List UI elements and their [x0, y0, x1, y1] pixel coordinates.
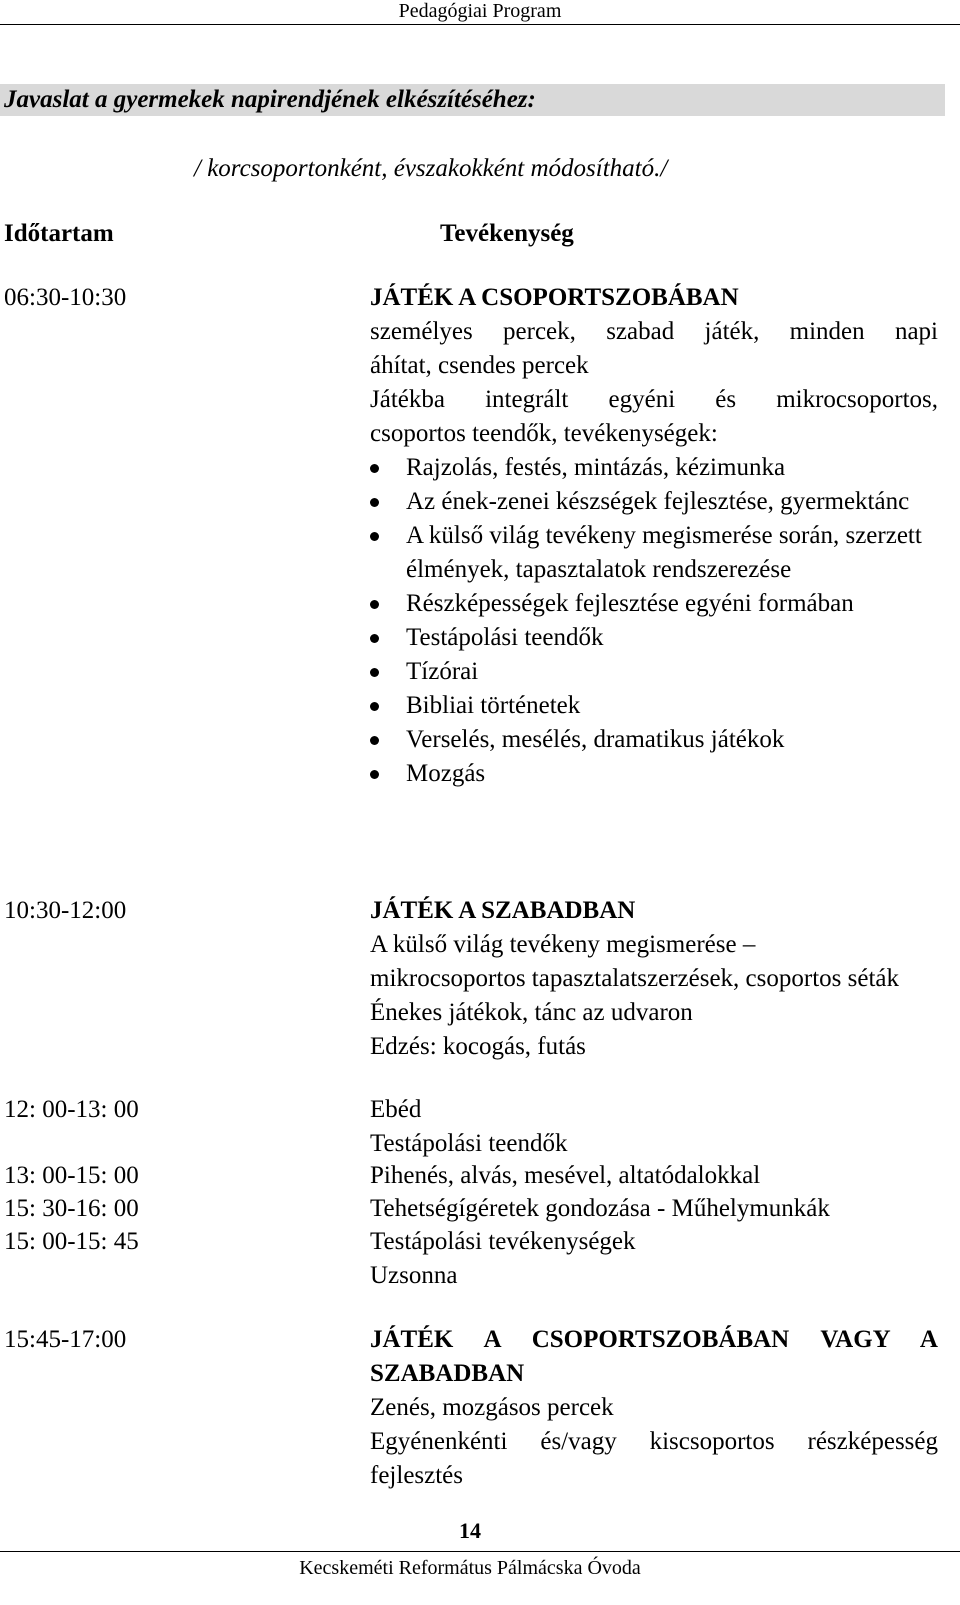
list-item: Verselés, mesélés, dramatikus játékok [370, 723, 938, 757]
activity-line: Énekes játékok, tánc az udvaron [370, 999, 693, 1026]
list-item: Rajzolás, festés, mintázás, kézimunka [370, 451, 938, 485]
activity-heading: JÁTÉK A CSOPORTSZOBÁBAN [370, 284, 739, 311]
row-time: 15: 30-16: 00 [4, 1195, 139, 1222]
row-time: 13: 00-15: 00 [4, 1162, 139, 1189]
row-time: 15: 00-15: 45 [4, 1228, 139, 1255]
section-subtitle: / korcsoportonként, évszakokként módosítható./ [194, 155, 668, 182]
list-item: Tízórai [370, 655, 938, 689]
activity-line: Uzsonna [370, 1262, 458, 1289]
page-header: Pedagógiai Program [398, 0, 562, 22]
activity-line: Egyénenkénti és/vagy kiscsoportos részképesség fejlesztés [370, 1428, 938, 1489]
activity-line: Pihenés, alvás, mesével, altatódalokkal [370, 1162, 761, 1189]
header-divider [0, 24, 960, 25]
activity-line: Ebéd [370, 1096, 422, 1123]
list-item: Testápolási teendők [370, 621, 938, 655]
page-number: 14 [459, 1518, 481, 1543]
activity-line: csoportos teendők, tevékenységek: [370, 420, 718, 447]
activity-line: személyes percek, szabad játék, minden napi [370, 318, 938, 345]
column-header-time: Időtartam [4, 220, 114, 247]
activity-heading: JÁTÉK A SZABADBAN [370, 897, 636, 924]
activity-bullet-list [370, 451, 938, 791]
page-footer: Kecskeméti Református Pálmácska Óvoda [299, 1557, 641, 1579]
activity-block [370, 1192, 938, 1226]
list-item: Az ének-zenei készségek fejlesztése, gyermektánc [370, 485, 938, 519]
row-time: 12: 00-13: 00 [4, 1096, 139, 1123]
activity-line: Játékba integrált egyéni és mikrocsoportos, [370, 386, 938, 413]
activity-block [370, 1225, 938, 1293]
activity-line: Testápolási tevékenységek [370, 1228, 636, 1255]
activity-block [370, 1159, 938, 1193]
activity-block [370, 281, 938, 791]
list-item: Bibliai történetek [370, 689, 938, 723]
row-time: 15:45-17:00 [4, 1326, 127, 1353]
activity-line: Tehetségígéretek gondozása - Műhelymunkák [370, 1195, 830, 1222]
activity-line: Zenés, mozgásos percek [370, 1394, 614, 1421]
list-item: Részképességek fejlesztése egyéni formában [370, 587, 938, 621]
footer-divider [0, 1551, 960, 1552]
section-title: Javaslat a gyermekek napirendjének elkészítéséhez: [0, 84, 945, 116]
activity-block [370, 1093, 938, 1161]
activity-line: áhítat, csendes percek [370, 352, 589, 379]
activity-line: Testápolási teendők [370, 1130, 568, 1157]
activity-line: mikrocsoportos tapasztalatszerzések, csoportos séták [370, 965, 899, 992]
list-item: Mozgás [370, 757, 938, 791]
activity-block [370, 1323, 938, 1493]
activity-heading: JÁTÉK A CSOPORTSZOBÁBAN VAGY A SZABADBAN [370, 1326, 938, 1387]
activity-block [370, 894, 938, 1064]
row-time: 10:30-12:00 [4, 897, 127, 924]
activity-line: A külső világ tevékeny megismerése – [370, 931, 756, 958]
column-header-activity: Tevékenység [440, 220, 574, 247]
row-time: 06:30-10:30 [4, 284, 127, 311]
list-item: A külső világ tevékeny megismerése során, szerzett élmények, tapasztalatok rendszerezése [370, 519, 938, 587]
activity-line: Edzés: kocogás, futás [370, 1033, 586, 1060]
